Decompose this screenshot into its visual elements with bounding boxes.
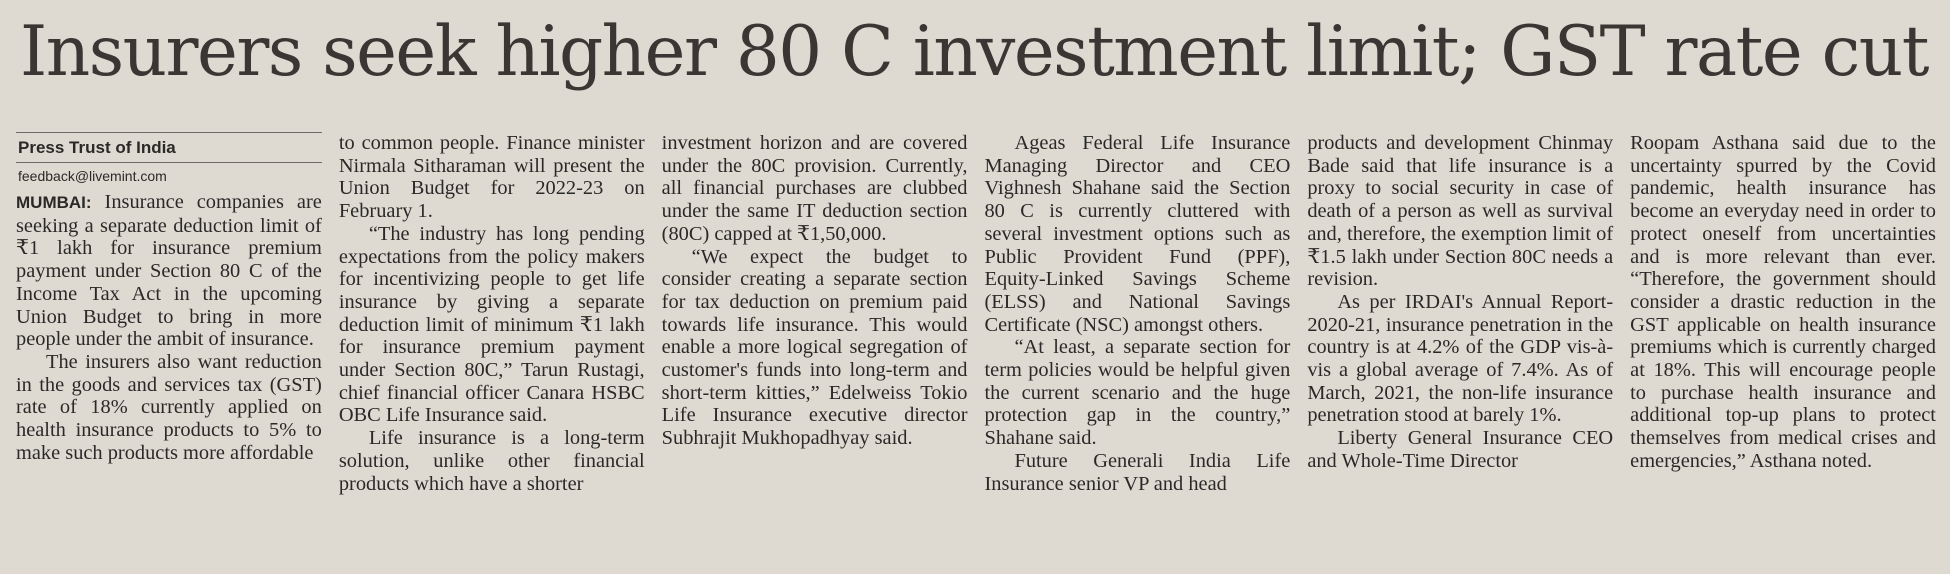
paragraph: “The industry has long pending expectations from the policy makers for incentivizing people to get life insurance by giving a separate deduction limit of minimum ₹1 lakh for insurance premium payment under Section 80C,” Tarun Rustagi, chief financial officer Canara HSBC OBC Life Insurance said. [338, 222, 645, 427]
paragraph: Future Generali India Life Insurance senior VP and head [984, 449, 1291, 495]
paragraph: Roopam Asthana said due to the uncertainty spurred by the Covid pandemic, health insurance has become an everyday need in order to protect oneself from uncertainties and is more relevant than ever. “Therefore, the government should consider a drastic reduction in the GST applicable on health insurance premiums which is currently charged at 18%. This will encourage people to purchase health insurance and additional top-up plans to protect themselves from medical crises and emergencies,” Asthana noted. [1630, 132, 1936, 472]
column-6 [1630, 132, 1936, 568]
column-4 [984, 132, 1290, 568]
paragraph: Ageas Federal Life Insurance Managing Director and CEO Vighnesh Shahane said the Section 80 C is currently cluttered with several investment options such as Public Provident Fund (PPF), Equity-Linked Savings Scheme (ELSS) and National Savings Certificate (NSC) amongst others. [984, 132, 1291, 336]
paragraph: The insurers also want reduction in the goods and services tax (GST) rate of 18% currently applied on health insurance products to 5% to make such products more affordable [16, 350, 322, 464]
paragraph: “At least, a separate section for term policies would be helpful given the current scenario and the huge protection gap in the country,” Shahane said. [984, 336, 1291, 450]
paragraph: Liberty General Insurance CEO and Whole-Time Director [1307, 427, 1614, 472]
byline: Press Trust of India [18, 138, 176, 157]
paragraph: to common people. Finance minister Nirmala Sitharaman will present the Union Budget for 2022-23 on February 1. [338, 132, 645, 223]
paragraph: Life insurance is a long-term solution, unlike other financial products which have a shorter [338, 427, 645, 495]
paragraph: products and development Chinmay Bade said that life insurance is a proxy to social security in case of death of a person as well as survival and, therefore, the exemption limit of ₹1.5 lakh under Section 80C needs a revision. [1307, 132, 1614, 291]
column-5 [1307, 132, 1613, 568]
paragraph-text: Insurance companies are seeking a separate deduction limit of ₹1 lakh for insurance premium payment under Section 80 C of the Income Tax Act in the upcoming Union Budget to bring in more people under the ambit of insurance. [16, 191, 322, 351]
paragraph: “We expect the budget to consider creating a separate section for tax deduction on premium paid towards life insurance. This would enable a more logical segregation of customer's funds into long-term and short-term kitties,” Edelweiss Tokio Life Insurance executive director Subhrajit Mukhopadhyay said. [661, 245, 968, 450]
column-3 [662, 132, 968, 568]
paragraph: As per IRDAI's Annual Report-2020-21, insurance penetration in the country is at 4.2% of the GDP vis-à-vis a global average of 7.4%. As of March, 2021, the non-life insurance penetration stood at barely 1%. [1307, 290, 1614, 427]
feedback-email: feedback@livemint.com [18, 168, 167, 184]
headline: Insurers seek higher 80 C investment limit; GST rate cut [20, 12, 1928, 92]
byline-block [16, 132, 322, 189]
dateline: MUMBAI: [16, 193, 92, 212]
column-1 [16, 132, 322, 568]
column-2 [339, 132, 645, 568]
paragraph [16, 191, 322, 351]
paragraph: investment horizon and are covered under the 80C provision. Currently, all financial purchases are clubbed under the same IT deduction section (80C) capped at ₹1,50,000. [661, 132, 968, 245]
article-body [16, 132, 1936, 568]
